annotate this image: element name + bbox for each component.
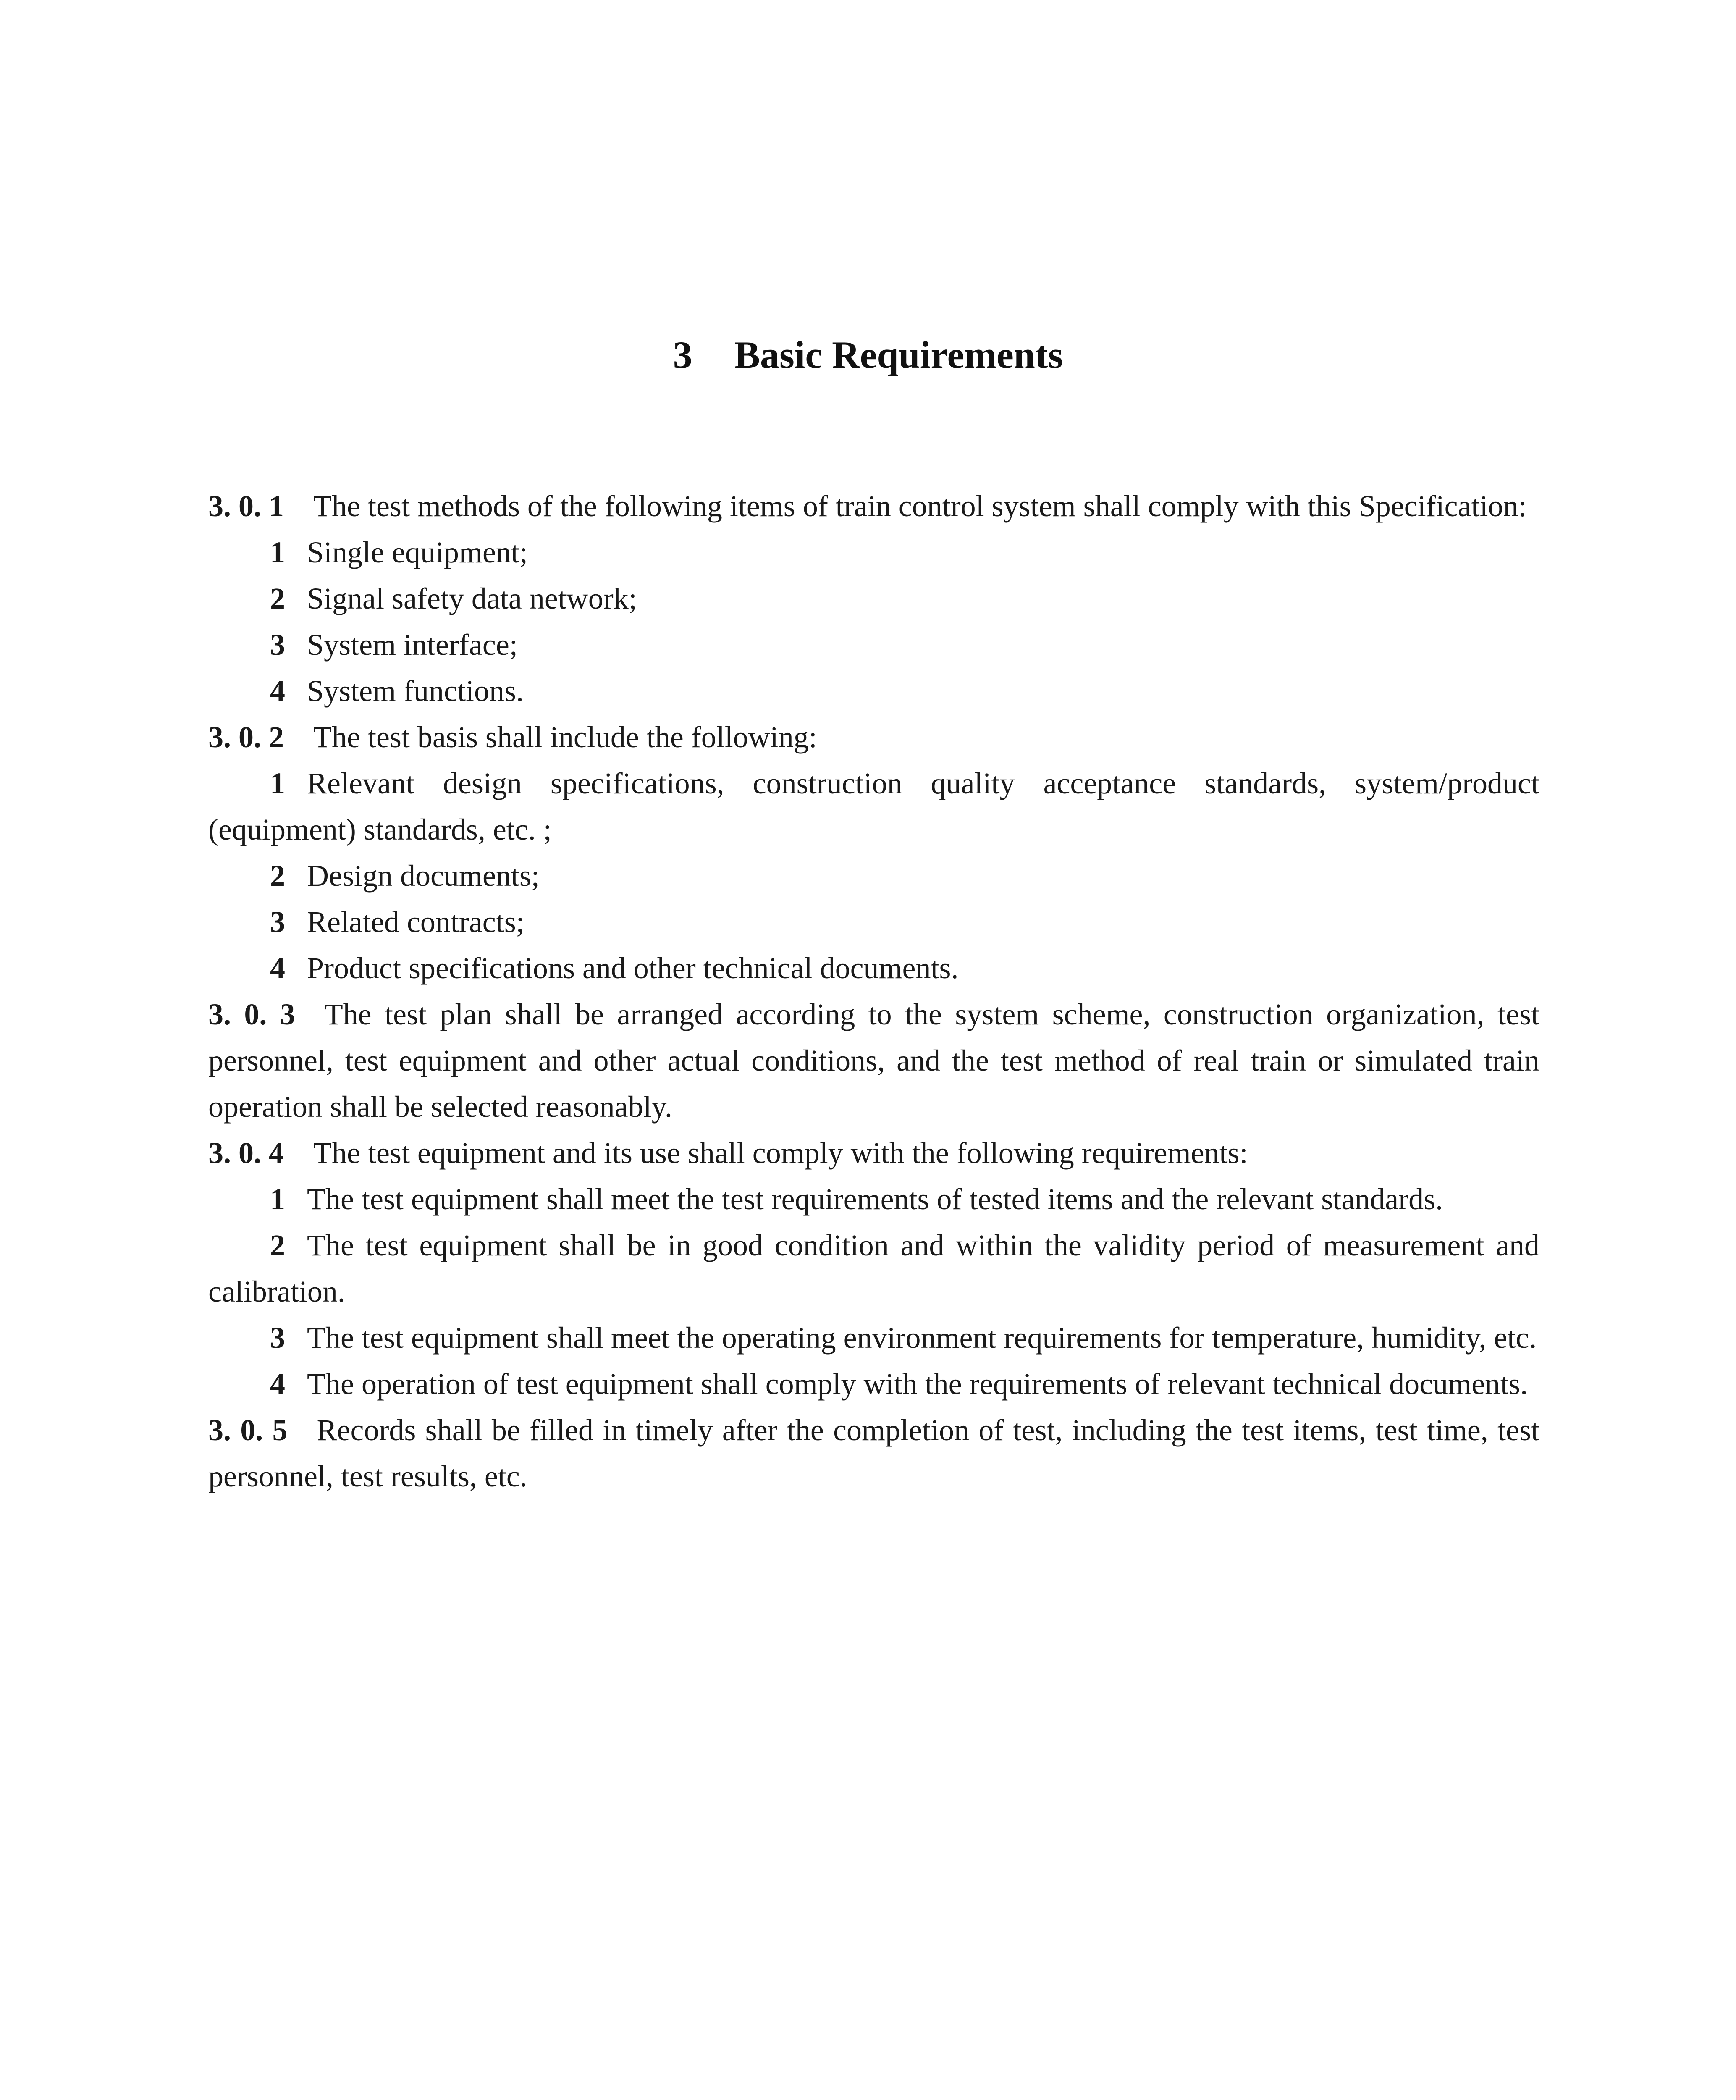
item-text: System interface; [307,628,518,662]
list-item [208,760,1539,853]
list-item [208,899,1539,945]
list-item [208,945,1539,991]
item-text: Related contracts; [307,905,524,939]
chapter-title: Basic Requirements [734,333,1063,376]
item-number: 1 [270,766,285,800]
item-number: 3 [270,1321,285,1354]
list-item [208,668,1539,714]
item-number: 4 [270,1367,285,1401]
item-text: System functions. [307,674,524,708]
list-item [208,1222,1539,1315]
item-text: Product specifications and other technical documents. [307,951,959,985]
clause-number: 3. 0. 1 [208,489,284,523]
chapter-number: 3 [673,333,692,376]
item-number: 2 [270,859,285,892]
clauses-body [208,483,1539,1499]
clause-text: The test plan shall be arranged according to the system scheme, construction organization, test personnel, test equipment and other actual conditions, and the test method of real train or simulated train operation shall be selected reasonably. [208,998,1540,1124]
list-item [208,529,1539,575]
item-text: Signal safety data network; [307,582,637,615]
list-item [208,1361,1539,1407]
item-text: The test equipment shall meet the operating environment requirements for temperature, humidity, etc. [307,1321,1537,1354]
list-item [208,622,1539,668]
item-number: 3 [270,628,285,662]
item-text: Design documents; [307,859,540,892]
item-number: 1 [270,536,285,569]
clause-number: 3. 0. 3 [208,998,295,1031]
item-number: 4 [270,674,285,708]
clause-number: 3. 0. 2 [208,720,284,754]
item-number: 1 [270,1182,285,1216]
item-number: 2 [270,1228,285,1262]
item-number: 3 [270,905,285,939]
clause-3-0-1 [208,483,1539,529]
item-text: Relevant design specifications, construction quality acceptance standards, system/product (equipment) standards, etc. ; [208,766,1539,846]
item-text: The test equipment shall meet the test requirements of tested items and the relevant standards. [307,1182,1443,1216]
clause-text: The test methods of the following items of train control system shall comply with this Specification: [313,489,1527,523]
clause-3-0-5 [208,1407,1539,1499]
chapter-heading [0,332,1736,378]
clause-text: The test equipment and its use shall comply with the following requirements: [313,1136,1248,1170]
item-number: 2 [270,582,285,615]
item-text: The operation of test equipment shall comply with the requirements of relevant technical documents. [307,1367,1528,1401]
clause-3-0-3 [208,991,1539,1130]
clause-number: 3. 0. 4 [208,1136,284,1170]
list-item [208,575,1539,622]
list-item [208,1176,1539,1222]
clause-text: The test basis shall include the following: [313,720,817,754]
item-number: 4 [270,951,285,985]
list-item [208,853,1539,899]
item-text: Single equipment; [307,536,528,569]
clause-3-0-4 [208,1130,1539,1176]
list-item [208,1315,1539,1361]
clause-number: 3. 0. 5 [208,1413,288,1447]
item-text: The test equipment shall be in good condition and within the validity period of measurement and calibration. [208,1228,1539,1308]
clause-3-0-2 [208,714,1539,760]
clause-text: Records shall be filled in timely after the completion of test, including the test items, test time, test personnel, test results, etc. [208,1413,1540,1493]
